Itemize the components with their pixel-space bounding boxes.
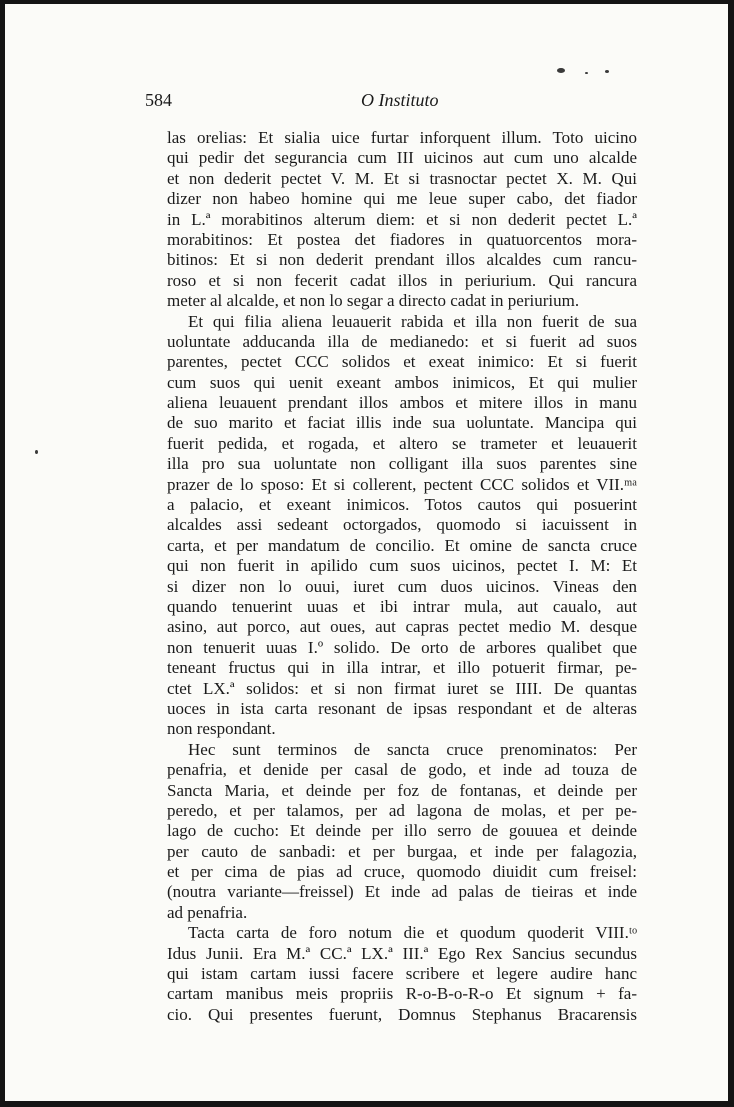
text-line: Idus Junii. Era M.ª CC.ª LX.ª III.ª Ego Rex Sancius secundus <box>167 943 637 963</box>
text-line: asino, aut porco, aut oues, aut capras pectet medio M. desque <box>167 617 637 637</box>
text-line: qui istam cartam iussi facere scribere et legere audire hanc <box>167 964 637 984</box>
document-body <box>167 128 637 1025</box>
text-line: lago de cucho: Et deinde per illo serro de gouuea et deinde <box>167 821 637 841</box>
text-line: illa pro sua uoluntate non colligant illa suos parentes sine <box>167 454 637 474</box>
text-line: carta, et per mandatum de concilio. Et omine de sancta cruce <box>167 535 637 555</box>
text-line: et per cima de pias ad cruce, quomodo diuidit cum freisel: <box>167 862 637 882</box>
text-line: (noutra variante—freissel) Et inde ad palas de tieiras et inde <box>167 882 637 902</box>
text-line: meter al alcalde, et non lo segar a directo cadat in periurium. <box>167 291 580 311</box>
ink-speck <box>605 70 609 73</box>
page-header <box>145 90 665 116</box>
text-line: Et qui filia aliena leuauerit rabida et illa non fuerit de sua <box>188 311 637 331</box>
text-line: quando tenuerint uuas et ibi intrar mula, aut caualo, aut <box>167 596 637 616</box>
ink-speck <box>557 68 565 73</box>
text-line: non respondant. <box>167 719 276 739</box>
text-line: bitinos: Et si non dederit prendant illos alcaldes cum rancu- <box>167 250 637 270</box>
text-line: prazer de lo sposo: Et si collerent, pectent CCC solidos et VII.ᵐᵃ <box>167 474 637 494</box>
text-line: fuerit pedida, et rogada, et altero se trameter et leuauerit <box>167 433 637 453</box>
text-line: morabitinos: Et postea det fiadores in quatuorcentos mora- <box>167 229 637 249</box>
text-line: de suo marito et faciat illis inde sua uoluntate. Mancipa qui <box>167 413 637 433</box>
text-line: parentes, pectet CCC solidos et exeat inimico: Et si fuerit <box>167 352 637 372</box>
text-line: dizer non habeo homine qui me leue super cabo, det fiador <box>167 189 637 209</box>
text-line: ctet LX.ª solidos: et si non firmat iuret se IIII. De quantas <box>167 678 637 698</box>
text-line: teneant fructus qui in illa intrar, et illo potuerit firmar, pe- <box>167 658 637 678</box>
text-line: Hec sunt terminos de sancta cruce prenominatos: Per <box>188 739 637 759</box>
text-line: uoluntate adducanda illa de medianedo: et si fuerit ad suos <box>167 331 637 351</box>
running-title: O Instituto <box>361 90 439 110</box>
text-line: las orelias: Et sialia uice furtar inforquent illum. Toto uicino <box>167 128 637 147</box>
text-line: a palacio, et exeant inimicos. Totos cautos qui posuerint <box>167 495 637 515</box>
page-number: 584 <box>145 90 172 110</box>
text-line: cum suos qui uenit exeant ambos inimicos, Et qui mulier <box>167 372 637 392</box>
text-line: cartam manibus meis propriis R-o-B-o-R-o Et signum + fa- <box>167 984 637 1004</box>
text-line: et non dederit pectet V. M. Et si trasnoctar pectet X. M. Qui <box>167 168 637 188</box>
ink-speck <box>35 450 38 454</box>
text-line: non tenuerit uuas I.º solido. De orto de arbores qualibet que <box>167 637 637 657</box>
text-line: qui non fuerit in apilido cum suos uicinos, pectet I. M: Et <box>167 556 637 576</box>
text-line: in L.ª morabitinos alterum diem: et si non dederit pectet L.ª <box>167 209 637 229</box>
text-line: Tacta carta de foro notum die et quodum quoderit VIII.ᵗᵒ <box>188 923 637 943</box>
text-line: per cauto de sanbadi: et per burgaa, et inde per falagozia, <box>167 841 637 861</box>
text-line: aliena leuauent prendant illos ambos et mitere illos in manu <box>167 393 637 413</box>
text-line: cio. Qui presentes fuerunt, Domnus Stephanus Bracarensis <box>167 1004 637 1024</box>
text-line: qui pedir det segurancia cum III uicinos aut cum uno alcalde <box>167 148 637 168</box>
text-line: ad penafria. <box>167 902 248 922</box>
text-line: si dizer non lo ouui, iuret cum duos uicinos. Vineas den <box>167 576 637 596</box>
text-line: penafria, et denide per casal de godo, et inde ad touza de <box>167 760 637 780</box>
text-line: Sancta Maria, et deinde per foz de fontanas, et deinde per <box>167 780 637 800</box>
text-line: uoces in ista carta resonant de ipsas respondant et de alteras <box>167 698 637 718</box>
text-line: roso et si non fecerit cadat illos in periurium. Qui rancura <box>167 270 637 290</box>
ink-speck <box>585 72 588 74</box>
text-line: peredo, et per talamos, per ad lagona de molas, et per pe- <box>167 800 637 820</box>
text-line: alcaldes assi sedeant octorgados, quomodo si iacuissent in <box>167 515 637 535</box>
